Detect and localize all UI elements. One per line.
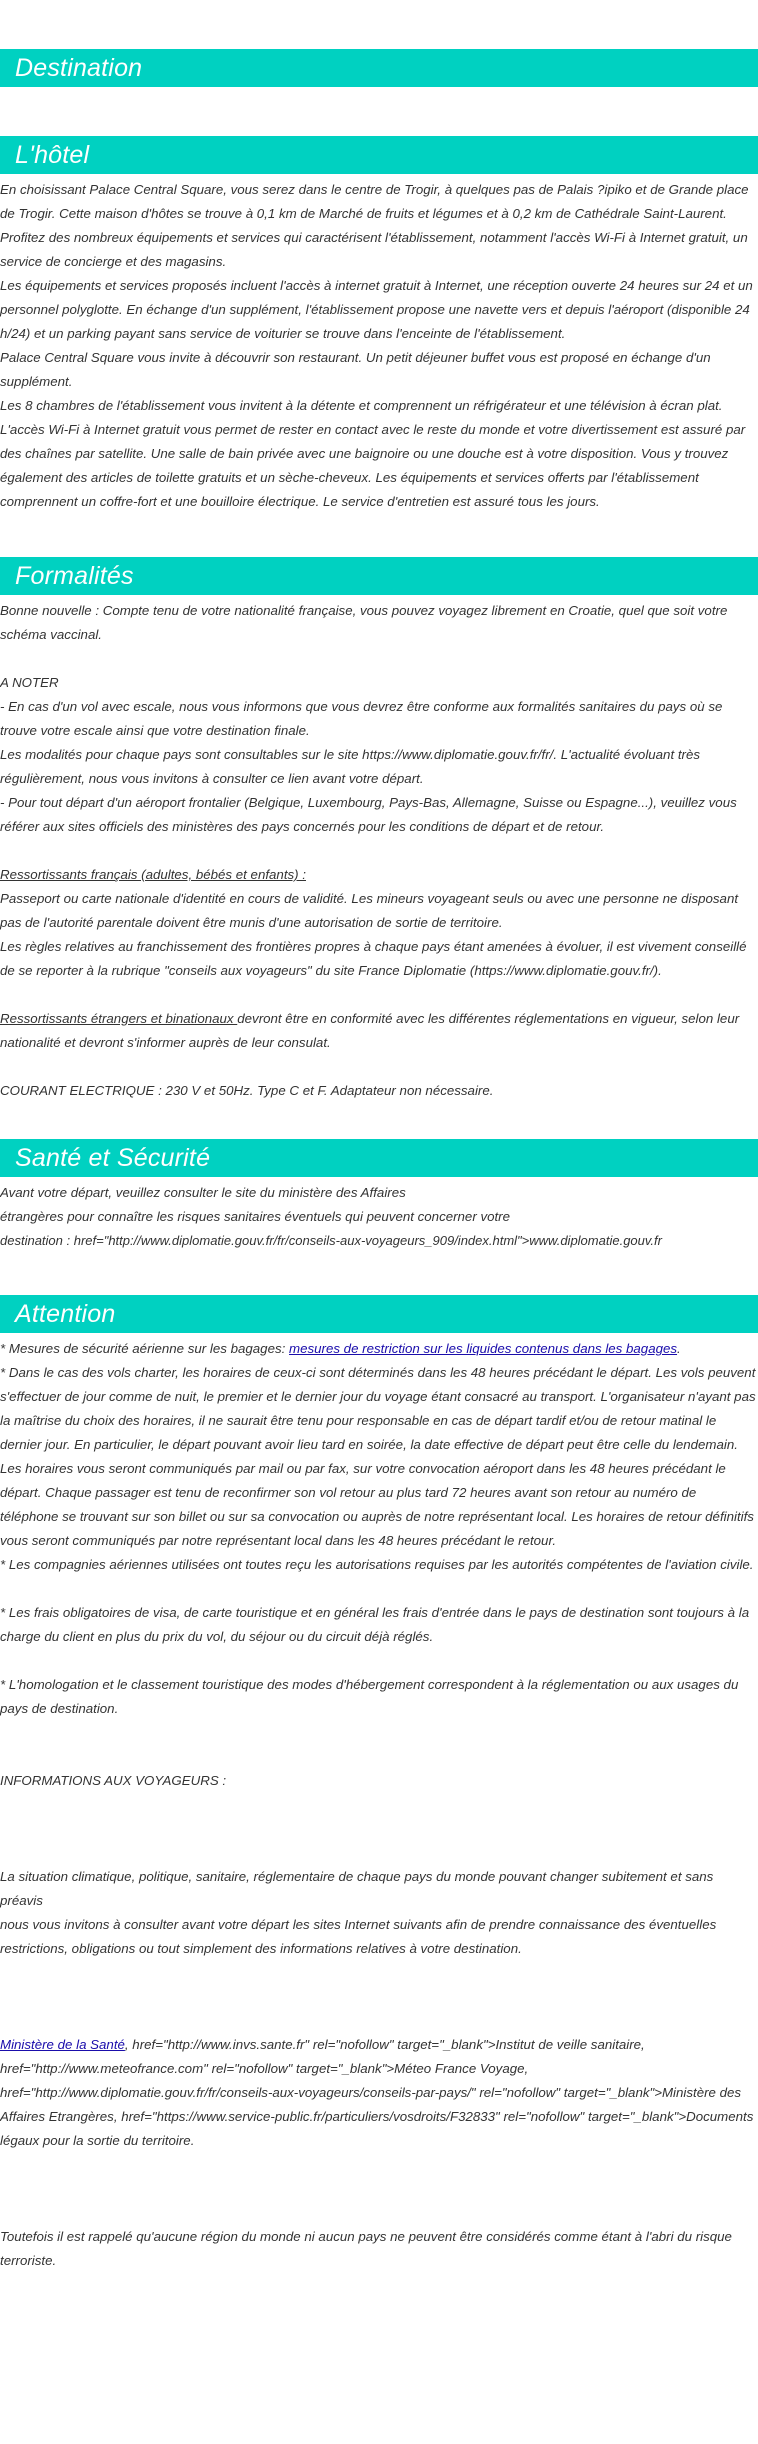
sante-heading: Santé et Sécurité <box>0 1139 758 1177</box>
situation-line: nous vous invitons à consulter avant votre départ les sites Internet suivants afin de prendre connaissance des éventuelles restrictions, obligations ou tout simplement des informations relatives à votre destination. <box>0 1917 717 1956</box>
ministry-paragraph <box>0 2033 758 2153</box>
sante-line: Avant votre départ, veuillez consulter le site du ministère des Affaires <box>0 1185 406 1200</box>
hotel-heading: L'hôtel <box>0 136 758 174</box>
ministry-health-link[interactable]: Ministère de la Santé <box>0 2037 125 2052</box>
foreign-nationals-text: devront être en conformité avec les différentes réglementations en vigueur, selon leur nationalité et devront s'informer auprès de leur consulat. <box>0 1011 740 1050</box>
french-nationals-line: Les règles relatives au franchissement des frontières propres à chaque pays étant amenées à évoluer, il est vivement conseillé de se reporter à la rubrique "conseils aux voyageurs" du site France Diplomatie (https://www.diplomatie.gouv.fr/). <box>0 939 747 978</box>
note-line: Les modalités pour chaque pays sont consultables sur le site https://www.diplomatie.gouv.fr/fr/. L'actualité évoluant très régulièrement, nous vous invitons à consulter ce lien avant votre départ. <box>0 747 701 786</box>
french-nationals-title: Ressortissants français (adultes, bébés et enfants) : <box>0 867 306 882</box>
note-line: - En cas d'un vol avec escale, nous vous informons que vous devrez être conforme aux formalités sanitaires du pays où se trouve votre escale ainsi que votre destination finale. <box>0 699 723 738</box>
sante-section <box>0 1181 758 1253</box>
security-suffix: . <box>677 1341 681 1356</box>
foreign-nationals-paragraph <box>0 1007 758 1055</box>
formalites-intro: Bonne nouvelle : Compte tenu de votre nationalité française, vous pouvez voyagez librement en Croatie, quel que soit votre schéma vaccinal. <box>0 603 728 642</box>
security-prefix: * Mesures de sécurité aérienne sur les bagages: <box>0 1341 289 1356</box>
formalites-heading: Formalités <box>0 557 758 595</box>
hotel-paragraph: Les équipements et services proposés incluent l'accès à internet gratuit à Internet, une réception ouverte 24 heures sur 24 et un personnel polyglotte. En échange d'un supplément, l'établissement propose une navette vers et depuis l'aéroport (disponible 24 h/24) et un parking payant sans service de voiturier se trouve dans l'enceinte de l'établissement. <box>0 278 753 341</box>
hotel-paragraph: En choisissant Palace Central Square, vous serez dans le centre de Trogir, à quelques pas de Palais ?ipiko et de Grande place de Trogir. Cette maison d'hôtes se trouve à 0,1 km de Marché de fruits et légumes et à 0,2 km de Cathédrale Saint-Laurent. <box>0 182 749 221</box>
hotel-section <box>0 178 758 514</box>
airlines-paragraph: * Les compagnies aériennes utilisées ont toutes reçu les autorisations requises par les autorités compétentes de l'aviation civile. <box>0 1557 754 1572</box>
security-paragraph <box>0 1337 758 1361</box>
fees-paragraph: * Les frais obligatoires de visa, de carte touristique et en général les frais d'entrée dans le pays de destination sont toujours à la charge du client en plus du prix du vol, du séjour ou du circuit déjà réglés. <box>0 1605 750 1644</box>
charter-paragraph: * Dans le cas des vols charter, les horaires de ceux-ci sont déterminés dans les 48 heures précédant le départ. Les vols peuvent s'effectuer de jour comme de nuit, le premier et le dernier jour du voyage étant consacré au transport. L'organisateur n'ayant pas la maîtrise du choix des horaires, il ne saurait être tenu pour responsable en cas de départ tardif et/ou de retour matinal le dernier jour. En particulier, le départ pouvant avoir lieu tard en soirée, la date effective de départ peut être celle du lendemain. Les horaires vous seront communiqués par mail ou par fax, sur votre convocation aéroport dans les 48 heures précédant le départ. Chaque passager est tenu de reconfirmer son vol retour au plus tard 72 heures avant son retour au numéro de téléphone se trouvant sur son billet ou sur sa convocation ou auprès de notre représentant local. Les horaires de retour définitifs vous seront communiqués par notre représentant local dans les 48 heures précédant le retour. <box>0 1365 756 1548</box>
attention-section <box>0 1337 758 2273</box>
ministry-rest: , href="http://www.invs.sante.fr" rel="nofollow" target="_blank">Institut de veille sanitaire, href="http://www.meteofrance.com" rel="nofollow" target="_blank">Méteo France Voyage, href="http://www.diplomatie.gouv.fr/fr/conseils-aux-voyageurs/conseils-par-pays/" rel="nofollow" target="_blank">Ministère des Affaires Etrangères, href="https://www.service-public.fr/particuliers/vosdroits/F32833" rel="nofollow" target="_blank">Documents légaux pour la sortie du territoire. <box>0 2037 754 2148</box>
hotel-paragraph: Les 8 chambres de l'établissement vous invitent à la détente et comprennent un réfrigérateur et une télévision à écran plat. L'accès Wi-Fi à Internet gratuit vous permet de rester en contact avec le reste du monde et votre divertissement est assuré par des chaînes par satellite. Une salle de bain privée avec une baignoire ou une douche est à votre disposition. Vous y trouvez également des articles de toilette gratuits et un sèche-cheveux. Les équipements et services offerts par l'établissement comprennent un coffre-fort et une bouilloire électrique. Le service d'entretien est assuré tous les jours. <box>0 398 746 509</box>
note-line: - Pour tout départ d'un aéroport frontalier (Belgique, Luxembourg, Pays-Bas, Allemagne, Suisse ou Espagne...), veuillez vous référer aux sites officiels des ministères des pays concernés pour les conditions de départ et de retour. <box>0 795 737 834</box>
liquid-restrictions-link[interactable]: mesures de restriction sur les liquides contenus dans les bagages <box>289 1341 678 1356</box>
situation-line: La situation climatique, politique, sanitaire, réglementaire de chaque pays du monde pouvant changer subitement et sans préavis <box>0 1869 714 1908</box>
homologation-paragraph: * L'homologation et le classement touristique des modes d'hébergement correspondent à la réglementation ou aux usages du pays de destination. <box>0 1677 739 1716</box>
terror-paragraph: Toutefois il est rappelé qu'aucune région du monde ni aucun pays ne peuvent être considérés comme étant à l'abri du risque terroriste. <box>0 2229 732 2268</box>
note-title: A NOTER <box>0 675 59 690</box>
attention-heading: Attention <box>0 1295 758 1333</box>
electric-info: COURANT ELECTRIQUE : 230 V et 50Hz. Type C et F. Adaptateur non nécessaire. <box>0 1083 494 1098</box>
destination-heading: Destination <box>0 49 758 87</box>
hotel-paragraph: Palace Central Square vous invite à découvrir son restaurant. Un petit déjeuner buffet vous est proposé en échange d'un supplément. <box>0 350 711 389</box>
formalites-section <box>0 599 758 1103</box>
french-nationals-line: Passeport ou carte nationale d'identité en cours de validité. Les mineurs voyageant seuls ou avec une personne ne disposant pas de l'autorité parentale doivent être munis d'une autorisation de sortie de territoire. <box>0 891 739 930</box>
foreign-nationals-title: Ressortissants étrangers et binationaux <box>0 1011 238 1026</box>
sante-line: destination : href="http://www.diplomatie.gouv.fr/fr/conseils-aux-voyageurs_909/index.html">www.diplomatie.gouv.fr <box>0 1233 662 1248</box>
sante-line: étrangères pour connaître les risques sanitaires éventuels qui peuvent concerner votre <box>0 1209 511 1224</box>
hotel-paragraph: Profitez des nombreux équipements et services qui caractérisent l'établissement, notamment l'accès Wi-Fi à Internet gratuit, un service de concierge et des magasins. <box>0 230 748 269</box>
info-title: INFORMATIONS AUX VOYAGEURS : <box>0 1773 227 1788</box>
